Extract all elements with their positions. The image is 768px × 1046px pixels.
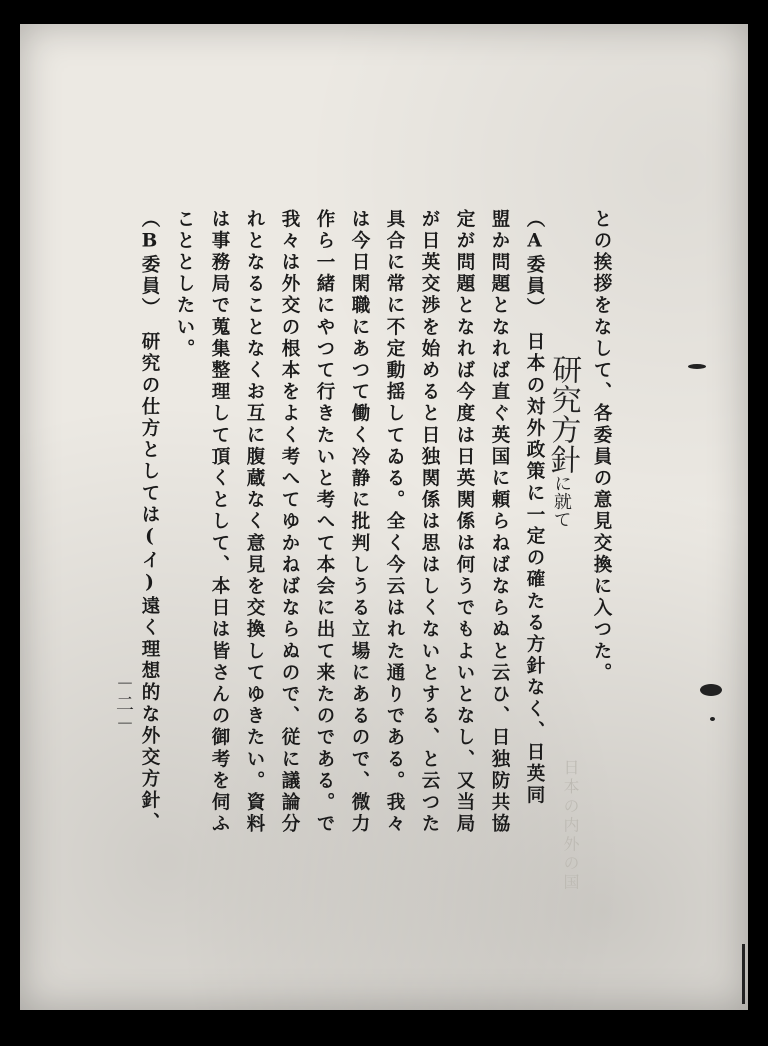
text-column-13: （B委員） 研究の仕方としては(イ)遠く理想的な外交方針、 [139, 209, 160, 834]
text-column-10: れとなることなくお互に腹蔵なく意見を交換してゆきたい。資料 [244, 209, 265, 836]
text-column-1: との挨拶をなして、各委員の意見交換に入つた。 [591, 209, 612, 685]
ink-mark [700, 684, 722, 696]
text-column-5: が日英交渉を始めると日独関係は思はしくないとする、と云つた [419, 209, 440, 836]
text-column-6: 具合に常に不定動揺してゐる。全く今云はれた通りである。我々 [384, 209, 405, 836]
ink-mark [688, 364, 706, 369]
text-column-12: こととしたい。 [174, 209, 195, 361]
bleed-through-text: 日本の内外の国 [561, 759, 580, 893]
text-column-2: （A委員） 日本の対外政策に一定の確たる方針なく、日英同 [524, 209, 545, 808]
document-page [20, 24, 748, 1010]
text-column-4: 定が問題となれば今度は日英関係は何うでもよいとなし、又当局 [454, 209, 475, 836]
ink-mark [710, 717, 715, 721]
text-column-8: 作ら一緒にやつて行きたいと考へて本会に出て来たのである。で [314, 209, 335, 836]
text-column-11: は事務局で蒐集整理して頂くとして、本日は皆さんの御考を伺ふ [209, 209, 230, 836]
text-column-9: 我々は外交の根本をよく考へてゆかねばならぬので、従に議論分 [279, 209, 300, 836]
text-column-3: 盟か問題となれば直ぐ英国に頼らねばならぬと云ひ、日独防共協 [489, 209, 510, 836]
text-column-7: は今日閑職にあつて働く冷静に批判しうる立場にあるので、微力 [349, 209, 370, 836]
handwritten-note: 研究方針 [544, 353, 582, 475]
handwritten-annotation [538, 354, 585, 529]
ink-mark [742, 944, 745, 1004]
page-number: －二－ [113, 674, 134, 734]
handwritten-note-suffix: に就て [550, 473, 573, 529]
